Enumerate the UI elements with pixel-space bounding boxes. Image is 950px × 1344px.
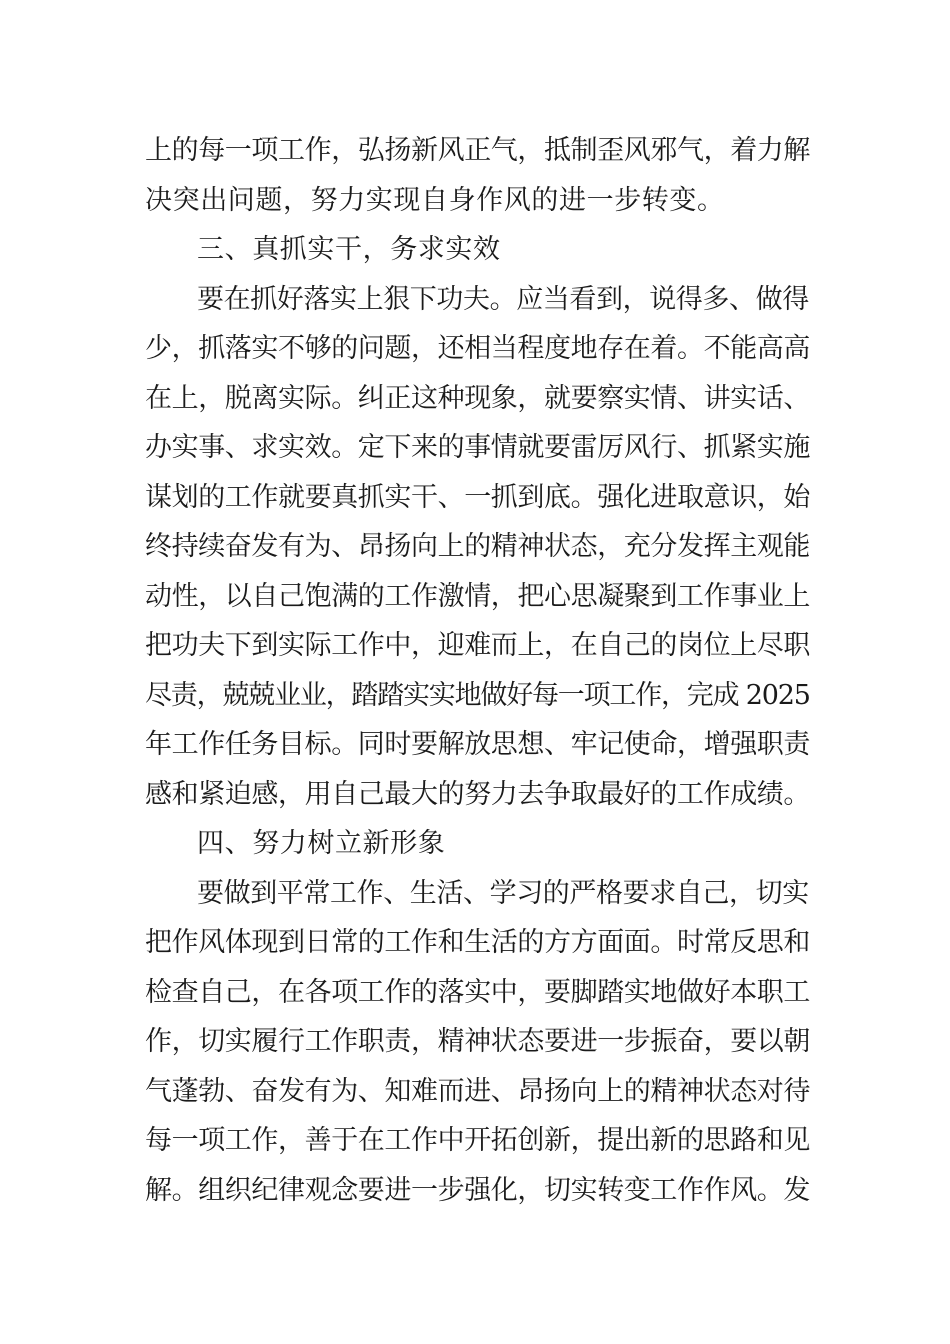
text-line: 作，切实履行工作职责，精神状态要进一步振奋，要以朝 [145,1026,810,1057]
text-line: 决突出问题，努力实现自身作风的进一步转变。 [145,184,725,216]
text-line: 四、努力树立新形象 [197,828,446,859]
text-line: 尽责，兢兢业业，踏踏实实地做好每一项工作，完成 2025 [145,679,810,711]
text-line: 感和紧迫感，用自己最大的努力去争取最好的工作成绩。 [145,778,810,810]
text-line: 在上，脱离实际。纠正这种现象，就要察实情、讲实话、 [145,382,810,414]
text-line: 动性，以自己饱满的工作激情，把心思凝聚到工作事业上 [145,580,810,612]
text-line: 办实事、求实效。定下来的事情就要雷厉风行、抓紧实施 [145,432,810,463]
text-line: 三、真抓实干，务求实效 [197,234,501,265]
text-line: 每一项工作，善于在工作中开拓创新，提出新的思路和见 [145,1125,810,1156]
text-line: 年工作任务目标。同时要解放思想、牢记使命，增强职责 [145,729,810,760]
text-line: 把作风体现到日常的工作和生活的方方面面。时常反思和 [145,927,810,958]
text-line: 气蓬勃、奋发有为、知难而进、昂扬向上的精神状态对待 [145,1075,810,1107]
text-line: 谋划的工作就要真抓实干、一抓到底。强化进取意识，始 [145,481,810,513]
text-line: 解。组织纪律观念要进一步强化，切实转变工作作风。发 [145,1174,810,1206]
document-body-text [145,126,810,1215]
text-line: 要做到平常工作、生活、学习的严格要求自己，切实 [197,877,809,909]
text-line: 检查自己，在各项工作的落实中，要脚踏实地做好本职工 [145,976,810,1008]
text-line: 上的每一项工作，弘扬新风正气，抵制歪风邪气，着力解 [145,135,810,166]
text-line: 要在抓好落实上狠下功夫。应当看到，说得多、做得 [197,283,809,315]
text-line: 少，抓落实不够的问题，还相当程度地存在着。不能高高 [145,333,810,364]
text-line: 终持续奋发有为、昂扬向上的精神状态，充分发挥主观能 [145,531,810,562]
text-line: 把功夫下到实际工作中，迎难而上，在自己的岗位上尽职 [145,630,810,661]
